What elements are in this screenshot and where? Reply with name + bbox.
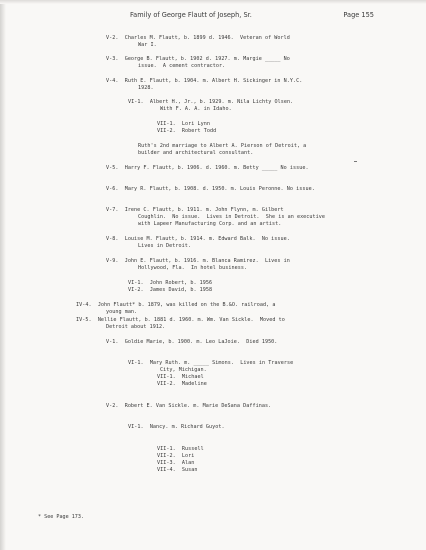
page-title: Family of George Flautt of Joseph, Sr. bbox=[130, 11, 252, 19]
text-line: VII-2. Lori bbox=[157, 453, 195, 459]
text-line: VI-1. Mary Ruth. m. _____ Simons. Lives in Traverse bbox=[128, 360, 294, 366]
text-line: VII-2. Robert Todd bbox=[157, 128, 217, 134]
text-line: V-7. Irene C. Flautt, b. 1911. m. John Flynn, m. Gilbert bbox=[106, 207, 284, 213]
text-line: VII-1. Russell bbox=[157, 446, 204, 452]
text-line: VII-3. Alan bbox=[157, 460, 195, 466]
text-line: V-5. Harry F. Flautt, b. 1906. d. 1960. m. Betty _____ No issue. bbox=[106, 165, 309, 171]
text-line: Detroit about 1912. bbox=[106, 324, 166, 330]
page-number: Page 155 bbox=[343, 11, 374, 19]
text-line: V-3. George B. Flautt, b. 1902 d. 1927. m. Margie _____ No bbox=[106, 56, 290, 62]
text-line: V-2. Robert E. Van Sickle. m. Marie DeSana Daffinas. bbox=[106, 403, 272, 409]
text-line: V-4. Ruth E. Flautt, b. 1904. m. Albert H. Sickinger in N.Y.C. bbox=[106, 78, 303, 84]
text-line: City, Michigan. bbox=[160, 367, 207, 373]
text-line: V-6. Mary R. Flautt, b. 1908. d. 1950. m. Louis Peronne. No issue. bbox=[106, 186, 315, 192]
text-line: VII-2. Madeline bbox=[157, 381, 207, 387]
text-line: V-9. John E. Flautt, b. 1916. m. Blanca Ramirez. Lives in bbox=[106, 258, 290, 264]
page-top-shadow bbox=[0, 0, 426, 4]
footnote: * See Page 173. bbox=[38, 514, 85, 520]
text-line: V-2. Charles M. Flautt, b. 1899 d. 1946. Veteran of World bbox=[106, 35, 290, 41]
text-line: with Lapeer Manufacturing Corp. and an artist. bbox=[138, 221, 282, 227]
page-left-shadow bbox=[0, 0, 6, 550]
text-line: VII-1. Lori Lynn bbox=[157, 121, 210, 127]
text-line: Hollywood, Fla. In hotel business. bbox=[138, 265, 248, 271]
text-line: VII-4. Susan bbox=[157, 467, 198, 473]
text-line: VII-1. Michael bbox=[157, 374, 204, 380]
text-line: VI-1. Albert H., Jr., b. 1929. m. Nila Lichty Olsen. bbox=[128, 99, 294, 105]
stray-mark bbox=[354, 161, 357, 162]
text-line: War I. bbox=[138, 42, 157, 48]
text-line: young man. bbox=[106, 309, 138, 315]
text-line: Coughlin. No issue. Lives in Detroit. She is an executive bbox=[138, 214, 326, 220]
text-line: IV-4. John Flautt* b. 1879, was killed on the B.&O. railroad, a bbox=[76, 302, 276, 308]
text-line: VI-2. James David, b. 1958 bbox=[128, 287, 213, 293]
text-line: V-1. Goldie Marie, b. 1900. m. Leo LaJoie. Died 1950. bbox=[106, 339, 278, 345]
text-line: builder and architectural consultant. bbox=[138, 150, 254, 156]
text-line: IV-5. Nellie Flautt, b. 1881 d. 1960. m. Wm. Van Sickle. Moved to bbox=[76, 317, 285, 323]
text-line: V-8. Louise M. Flautt, b. 1914. m. Edward Balk. No issue. bbox=[106, 236, 290, 242]
text-line: VI-1. Nancy. m. Richard Guyot. bbox=[128, 424, 225, 430]
text-line: Lives in Detroit. bbox=[138, 243, 191, 249]
text-line: issue. A cement contractor. bbox=[138, 63, 226, 69]
text-line: With F. A. A. in Idaho. bbox=[160, 106, 232, 112]
text-line: 1928. bbox=[138, 85, 154, 91]
text-line: VI-1. John Robert, b. 1956 bbox=[128, 280, 213, 286]
text-line: Ruth's 2nd marriage to Albert A. Pierson of Detroit, a bbox=[138, 143, 307, 149]
